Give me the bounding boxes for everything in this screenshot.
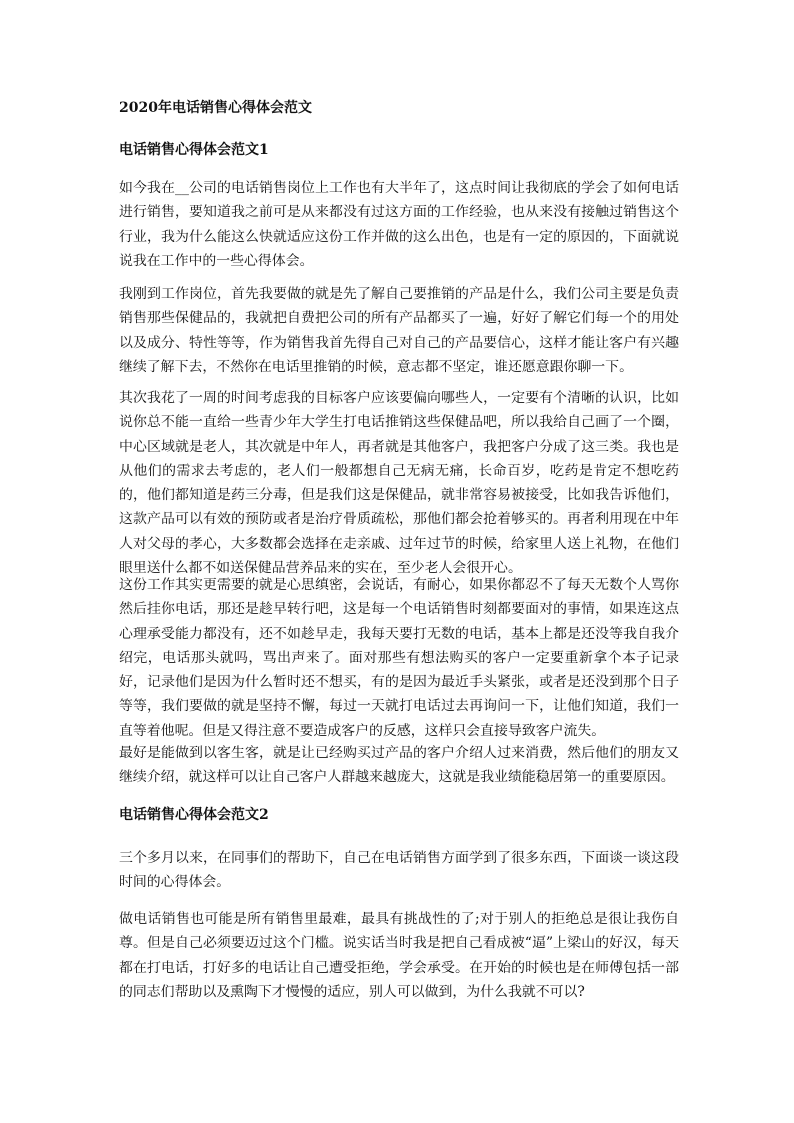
section-2-paragraph-2: 做电话销售也可能是所有销售里最难，最具有挑战性的了;对于别人的拒绝总是很让我伤自尊。但是自己必须要迈过这个门槛。说实话当时我是把自己看成被“逼”上梁山的好汉，每天都在打电话，打好多的电话让自己遭受拒绝，学会承受。在开始的时候也是在师傅包括一部的同志们帮助以及熏陶下才慢慢的适应，别人可以做到，为什么我就不可以?	[119, 911, 679, 1000]
section-1-paragraph-4: 这份工作其实更需要的就是心思缜密，会说话，有耐心，如果你都忍不了每天无数个人骂你然后挂你电话，那还是趁早转行吧，这是每一个电话销售时刻都要面对的事情，如果连这点心理承受能力都没有，还不如趁早走，我每天要打无数的电话，基本上都是还没等我自我介绍完，电话那头就吗，骂出声来了。面对那些有想法购买的客户一定要重新拿个本子记录好，记录他们是因为什么暂时还不想买，有的是因为最近手头紧张，或者是还没到那个日子等等，我们要做的就是坚持不懈，每过一天就打电话过去再询问一下，让他们知道，我们一直等着他呢。但是又得注意不要造成客户的反感，这样只会直接导致客户流失。	[119, 577, 679, 739]
document-title: 2020年电话销售心得体会范文	[119, 100, 312, 116]
section-2-paragraph-1: 三个多月以来，在同事们的帮助下，自己在电话销售方面学到了很多东西，下面谈一谈这段时间的心得体会。	[119, 850, 679, 891]
section-1-paragraph-5: 最好是能做到以客生客，就是让已经购买过产品的客户介绍人过来消费，然后他们的朋友又继续介绍，就这样可以让自己客户人群越来越庞大，这就是我业绩能稳居第一的重要原因。	[119, 745, 679, 786]
section-1-paragraph-1: 如今我在__公司的电话销售岗位上工作也有大半年了，这点时间让我彻底的学会了如何电话进行销售，要知道我之前可是从来都没有过这方面的工作经验，也从来没有接触过销售这个行业，我为什么能这么快就适应这份工作并做的这么出色，也是有一定的原因的，下面就说说我在工作中的一些心得体会。	[119, 180, 679, 269]
section-1-heading: 电话销售心得体会范文1	[119, 142, 269, 158]
section-1-paragraph-2: 我刚到工作岗位，首先我要做的就是先了解自己要推销的产品是什么，我们公司主要是负责销售那些保健品的，我就把自费把公司的所有产品都买了一遍，好好了解它们每一个的用处以及成分、特性等等，作为销售我首先得自己对自己的产品要信心，这样才能让客户有兴趣继续了解下去，不然你在电话里推销的时候，意志都不坚定，谁还愿意跟你聊一下。	[119, 286, 679, 375]
section-2-heading: 电话销售心得体会范文2	[119, 807, 269, 823]
section-1-paragraph-3: 其次我花了一周的时间考虑我的目标客户应该要偏向哪些人，一定要有个清晰的认识，比如说你总不能一直给一些青少年大学生打电话推销这些保健品吧，所以我给自己画了一个圈，中心区域就是老人，其次就是中年人，再者就是其他客户，我把客户分成了这三类。我也是从他们的需求去考虑的，老人们一般都想自己无病无痛，长命百岁，吃药是肯定不想吃药的，他们都知道是药三分毒，但是我们这是保健品，就非常容易被接受，比如我告诉他们，这款产品可以有效的预防或者是治疗骨质疏松，那他们都会抢着够买的。再者利用现在中年人对父母的孝心，大多数都会选择在走亲戚、过年过节的时候，给家里人送上礼物，在他们眼里送什么都不如送保健品营养品来的实在，至少老人会很开心。	[119, 390, 679, 577]
